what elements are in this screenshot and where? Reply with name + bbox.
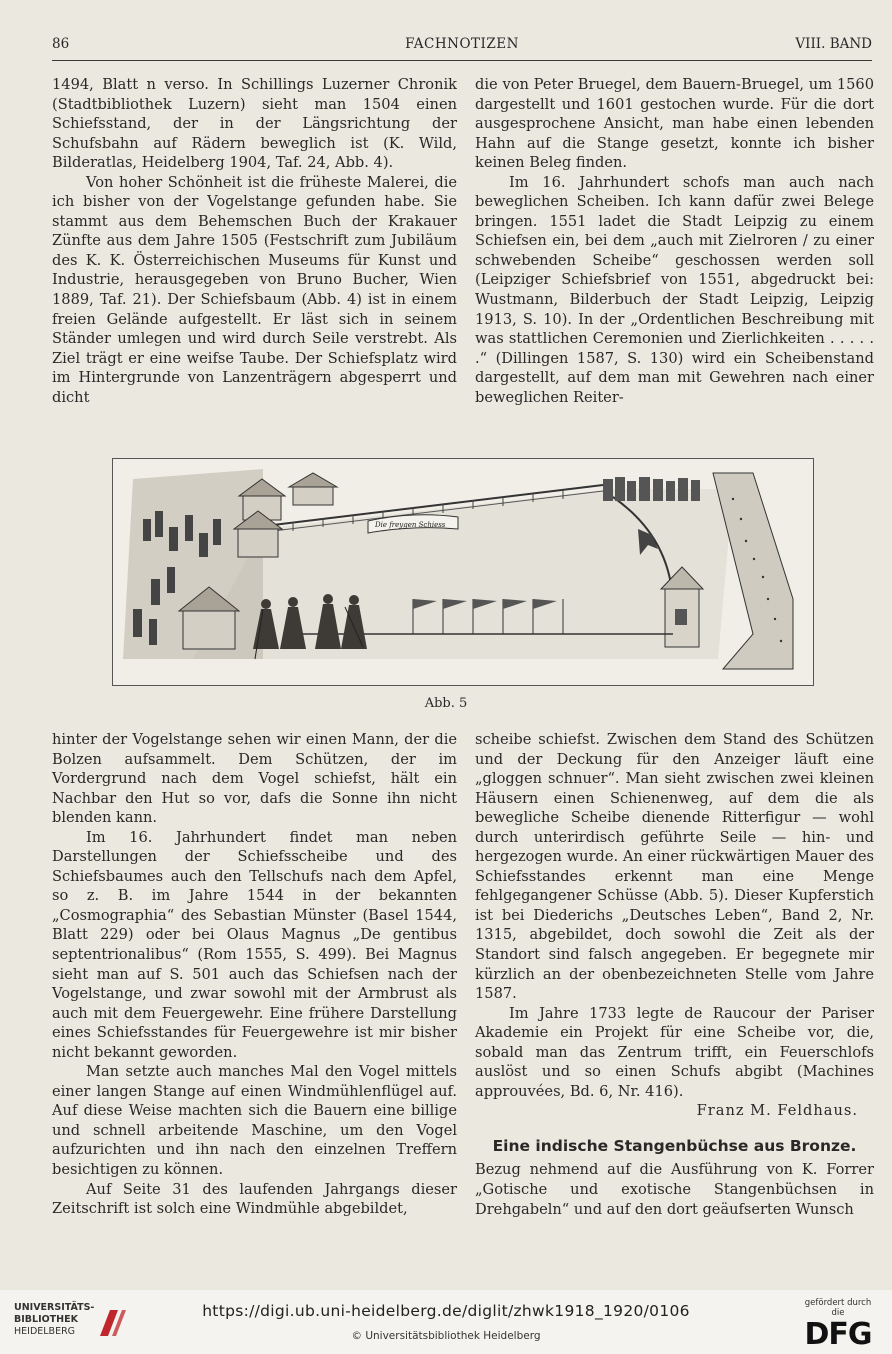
column-right-top (475, 75, 874, 407)
banner-label: Die freygen Schiess (375, 521, 446, 529)
copyright-notice: © Universitätsbibliothek Heidelberg (351, 1330, 541, 1342)
paragraph: Im 16. Jahrhundert schofs man auch nach beweglichen Scheiben. Ich kann dafür zwei Belege bringen. 1551 ladet die Stadt Leipzig zu einem Schiefsen ein, bei dem „auch mit Zielroren / zu einer schwebenden Scheibe“ geschossen werden soll (Leipziger Schiefsbrief von 1551, abgedruckt bei: Wustmann, Bilderbuch der Stadt Leipzig, Leipzig 1913, S. 10). In der „Ordentlichen Beschreibung mit was stattlichen Ceremonien und Zierlichkeiten . . . . . .“ (Dillingen 1587, S. 130) wird ein Scheibenstand dargestellt, auf dem man mit Gewehren nach einer beweglichen Reiter- (475, 173, 874, 406)
logo-line: BIBLIOTHEK (14, 1314, 78, 1325)
volume-label: VIII. BAND (795, 36, 872, 52)
shooting-range-engraving (113, 459, 813, 685)
column-left-bottom (52, 730, 457, 1219)
logo-line: UNIVERSITÄTS- (14, 1302, 95, 1313)
paragraph: Man setzte auch manches Mal den Vogel mittels einer langen Stange auf einen Windmühlenflügel auf. Auf diese Weise machten sich die Bauern eine billige und schnell arbeitende Maschine, um den Vogel aufzurichten und ihn nach den einzelnen Treffern besichtigen zu können. (52, 1063, 457, 1179)
permalink-url[interactable]: https://digi.ub.uni-heidelberg.de/diglit/zhwk1918_1920/0106 (202, 1302, 690, 1320)
engraving-figure (112, 458, 814, 686)
paragraph: Im 16. Jahrhundert findet man neben Darstellungen der Schiefsscheibe und des Schiefsbaumes auch den Tellschufs nach dem Apfel, so z. B. im Jahre 1544 in der bekannten „Cosmographia“ des Sebastian Münster (Basel 1544, Blatt 229) oder bei Olaus Magnus „De gentibus septentrionalibus“ (Rom 1555, S. 499). Bei Magnus sieht man auf S. 501 auch das Schiefsen nach der Vogelstange, und zwar sowohl mit der Armbrust als auch mit dem Feuergewehr. Eine frühere Darstellung eines Schiefsstandes für Feuergewehre ist mir bisher nicht bekannt geworden. (52, 828, 457, 1061)
page-number: 86 (52, 36, 70, 52)
article-title: Eine indische Stangenbüchse aus Bronze. (492, 1136, 857, 1155)
dfg-wordmark: DFG (804, 1317, 872, 1352)
viewer-footer (0, 1290, 892, 1354)
paragraph: 1494, Blatt n verso. In Schillings Luzerner Chronik (Stadtbibliothek Luzern) sieht man 1504 einen Schiefsstand, der in der Längsrichtung der Schufsbahn auf Rädern beweglich ist (K. Wild, Bilderatlas, Heidelberg 1904, Taf. 24, Abb. 4). (52, 76, 457, 172)
page-header (52, 36, 872, 58)
running-title: FACHNOTIZEN (405, 36, 519, 52)
paragraph: scheibe schiefst. Zwischen dem Stand des Schützen und der Deckung für den Anzeiger läuft eine „gloggen schnuer“. Man sieht zwischen zwei kleinen Häusern einen Schienenweg, auf dem die als bewegliche Scheibe dienende Ritterfigur — wohl durch unterirdisch geführte Seile — hin- und hergezogen wurde. An einer rückwärtigen Mauer des Schiefsstandes erkennt man eine Menge fehlgegangener Schüsse (Abb. 5). Dieser Kupferstich ist bei Diederichs „Deutsches Leben“, Band 2, Nr. 1315, abgebildet, doch sowohl die Zeit als der Standort sind falsch angegeben. Er begegnete mir kürzlich an der obenbezeichneten Stelle vom Jahre 1587. (475, 731, 874, 1003)
paragraph: Bezug nehmend auf die Ausführung von K. Forrer „Gotische und exotische Stangenbüchsen in Drehgabeln“ und auf den dort geäufserten Wunsch (475, 1161, 874, 1218)
column-right-bottom (475, 730, 874, 1219)
header-rule (52, 60, 872, 61)
paragraph: Im Jahre 1733 legte de Raucour der Pariser Akademie ein Projekt für eine Scheibe vor, die, sobald man das Zentrum trifft, ein Feuerschlofs auslöst und so einen Schufs abgibt (Machines approuvées, Bd. 6, Nr. 416). (475, 1004, 874, 1100)
column-left-top (52, 75, 457, 407)
paragraph: die von Peter Bruegel, dem Bauern-Bruegel, um 1560 dargestellt und 1601 gestochen wurde. Für die dort ausgesprochene Ansicht, man habe einen lebenden Hahn auf die Stange gesetzt, konnte ich bisher keinen Beleg finden. (475, 76, 874, 172)
paragraph: Von hoher Schönheit ist die früheste Malerei, die ich bisher von der Vogelstange gefunden habe. Sie stammt aus dem Behemschen Buch der Krakauer Zünfte aus dem Jahre 1505 (Festschrift zum Jubiläum des K. K. Österreichischen Museums für Kunst und Industrie, herausgegeben von Bruno Bucher, Wien 1889, Taf. 21). Der Schiefsbaum (Abb. 4) ist in einem freien Gelände aufgestellt. Er läst sich in seinem Ständer umlegen und wird durch Seile verstrebt. Als Ziel trägt er eine weifse Taube. Der Schiefsplatz wird im Hintergrunde von Lanzenträgern abgesperrt und dicht (52, 173, 457, 406)
figure-caption: Abb. 5 (424, 696, 468, 711)
paragraph: hinter der Vogelstange sehen wir einen Mann, der die Bolzen aufsammelt. Dem Schützen, der im Vordergrund nach dem Vogel schiefst, hält ein Nachbar den Hut so vor, dafs die Sonne ihn nicht blenden kann. (52, 731, 457, 827)
logo-line: HEIDELBERG (14, 1326, 76, 1337)
dfg-logo[interactable] (798, 1298, 878, 1350)
author-signature: Franz M. Feldhaus. (696, 1102, 858, 1120)
funded-by-label: gefördert durch die (804, 1298, 872, 1318)
paragraph: Auf Seite 31 des laufenden Jahrgangs dieser Zeitschrift ist solch eine Windmühle abgebildet, (52, 1180, 457, 1218)
